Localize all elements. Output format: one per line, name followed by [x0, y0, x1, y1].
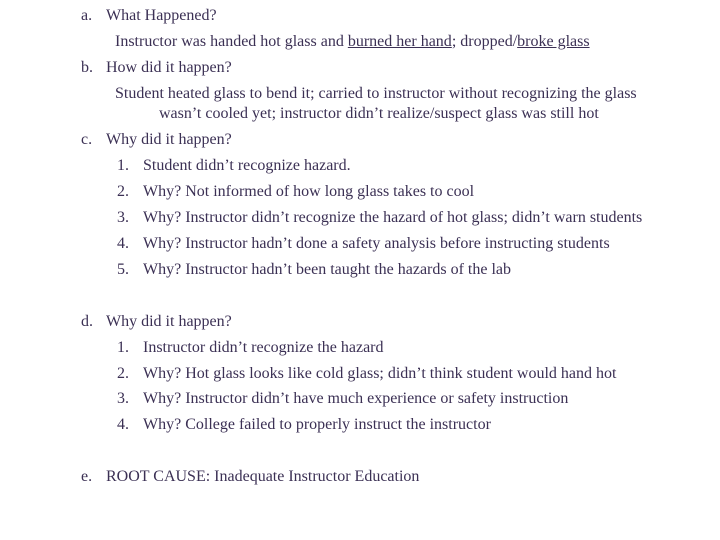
- list-item-number: 2.: [117, 183, 129, 200]
- list-item-text: Student didn’t recognize hazard.: [143, 157, 351, 174]
- list-item-number: 5.: [117, 261, 129, 278]
- burned-hand-underlined: burned her hand: [347, 33, 452, 50]
- list-item-number: 4.: [117, 235, 129, 252]
- root-cause-text: ROOT CAUSE: Inadequate Instructor Education: [106, 468, 420, 485]
- section-e-marker: e.: [81, 468, 93, 485]
- list-item: [117, 234, 610, 254]
- section-a-heading-text: What Happened?: [106, 7, 217, 24]
- section-a-marker: a.: [81, 7, 93, 24]
- list-item-number: 1.: [117, 339, 129, 356]
- list-item-number: 1.: [117, 157, 129, 174]
- list-item-text: Why? Hot glass looks like cold glass; didn’t think student would hand hot: [143, 365, 617, 382]
- list-item: [117, 156, 351, 176]
- section-b-detail-line1: Student heated glass to bend it; carried to instructor without recognizing the glass: [115, 85, 637, 102]
- section-d-marker: d.: [81, 313, 93, 330]
- list-item: [117, 389, 568, 409]
- list-item-text: Why? Instructor didn’t have much experience or safety instruction: [143, 390, 569, 407]
- list-item: [117, 338, 384, 358]
- list-item: [117, 364, 616, 384]
- list-item: [117, 208, 642, 228]
- section-b-detail-line2: wasn’t cooled yet; instructor didn’t realize/suspect glass was still hot: [159, 105, 599, 122]
- section-b-heading: [81, 58, 232, 78]
- section-b-marker: b.: [81, 59, 93, 76]
- section-c-marker: c.: [81, 131, 93, 148]
- list-item: [117, 182, 474, 202]
- list-item-text: Why? College failed to properly instruct the instructor: [143, 416, 491, 433]
- section-e-heading: [81, 467, 419, 487]
- section-a-detail-mid: ; dropped/: [451, 33, 518, 50]
- list-item-number: 3.: [117, 209, 129, 226]
- list-item-text: Instructor didn’t recognize the hazard: [143, 339, 384, 356]
- list-item-text: Why? Instructor hadn’t been taught the hazards of the lab: [143, 261, 512, 278]
- list-item: [117, 415, 491, 435]
- section-c-heading: [81, 130, 232, 150]
- broke-glass-underlined: broke glass: [517, 33, 590, 50]
- section-a-detail: [115, 32, 590, 52]
- section-b-heading-text: How did it happen?: [106, 59, 232, 76]
- section-a-detail-text: Instructor was handed hot glass and: [115, 33, 348, 50]
- list-item-text: Why? Instructor hadn’t done a safety analysis before instructing students: [143, 235, 610, 252]
- section-c-heading-text: Why did it happen?: [106, 131, 232, 148]
- list-item: [117, 260, 511, 280]
- section-d-heading-text: Why did it happen?: [106, 313, 232, 330]
- list-item-number: 3.: [117, 390, 129, 407]
- list-item-text: Why? Not informed of how long glass takes to cool: [143, 183, 475, 200]
- section-d-heading: [81, 312, 232, 332]
- list-item-number: 2.: [117, 365, 129, 382]
- section-a-heading: [81, 6, 217, 26]
- list-item-text: Why? Instructor didn’t recognize the hazard of hot glass; didn’t warn students: [143, 209, 643, 226]
- list-item-number: 4.: [117, 416, 129, 433]
